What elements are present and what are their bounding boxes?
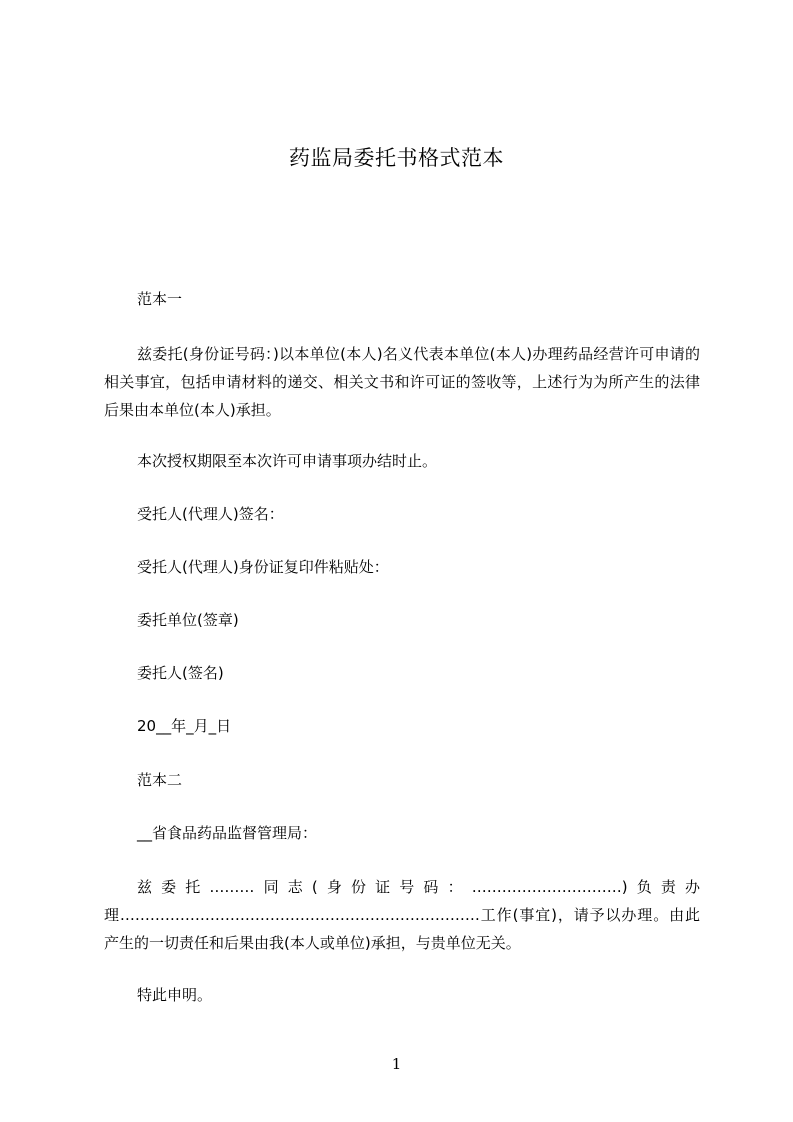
addressee-line: __省食品药品监督管理局：	[137, 824, 318, 842]
authorization-period: 本次授权期限至本次许可申请事项办结时止。	[137, 452, 438, 470]
declaration-line: 特此申明。	[137, 986, 213, 1004]
section-heading-template-2: 范本二	[137, 771, 183, 789]
entrustment-paragraph: 兹委托………同志(身份证号码：…………………………)负责办理………………………………………………………………工作(事宜)，请予以办理。由此产生的一切责任和后果由我(本人或单位)承担，与贵单位无关。	[104, 878, 700, 952]
agent-id-copy-line: 受托人(代理人)身份证复印件粘贴处：	[137, 558, 389, 576]
page-number: 1	[391, 1055, 402, 1073]
document-title: 药监局委托书格式范本	[289, 146, 504, 170]
unit-seal-line: 委托单位(签章)	[137, 611, 239, 629]
agent-signature-line: 受托人(代理人)签名：	[137, 505, 284, 523]
principal-signature-line: 委托人(签名)	[137, 664, 224, 682]
date-line: 20__年_月_日	[137, 717, 232, 735]
authorization-paragraph: 兹委托(身份证号码：)以本单位(本人)名义代表本单位(本人)办理药品经营许可申请的相关事宜，包括申请材料的递交、相关文书和许可证的签收等，上述行为为所产生的法律后果由本单位(本人)承担。	[104, 345, 700, 419]
section-heading-template-1: 范本一	[137, 290, 183, 308]
